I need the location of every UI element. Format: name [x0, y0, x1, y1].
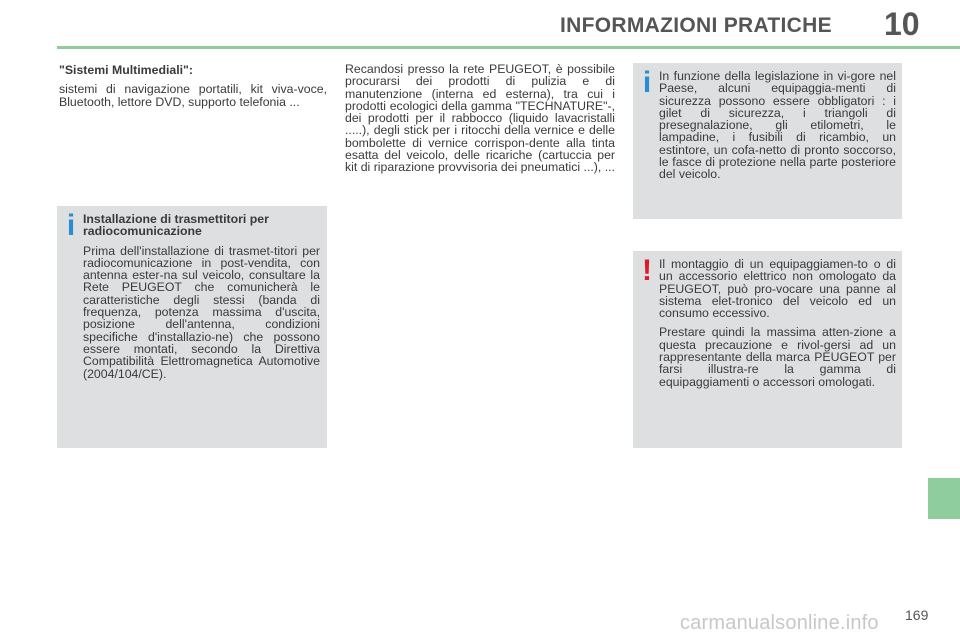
- products-text: Recandosi presso la rete PEUGEOT, è possibile procurarsi dei prodotti di pulizia e di manutenzione (interna ed esterna), tra cui i prodotti ecologici della gamma "TECHNATURE"-, dei prodotti per il rabbocco (liquido lavacristalli .....), degli stick per i ritocchi della vernice e delle bombolette di vernice corrispon-dente alla tinta esatta del veicolo, delle ricariche (cartuccia per kit di riparazione provvisoria dei pneumatici ...), ...: [345, 62, 615, 175]
- legislation-info-box: [633, 63, 902, 219]
- accessory-warning-box: [633, 251, 902, 448]
- legislation-info-content: [659, 70, 896, 188]
- accessory-warning-content: [659, 258, 896, 395]
- page-number: 169: [905, 607, 929, 623]
- chapter-tab-marker: [928, 478, 960, 519]
- legislation-info-text: In funzione della legislazione in vi-gore nel Paese, alcuni equipaggia-menti di sicurezza possono essere obbligatori : i gilet di sicurezza, i triangoli di presegnalazione, gli etilometri, le lampadine, i fusibili di ricambio, un estintore, un cofa-netto di pronto soccorso, le fasce di protezione nella parte posteriore del veicolo.: [659, 69, 896, 182]
- accessory-warning-text-1: Il montaggio di un equipaggiamen-to o di un accessorio elettrico non omologato da PEUGEOT, può pro-vocare una panne al sistema elet-tronico del veicolo ed un consumo eccessivo.: [659, 257, 896, 321]
- info-icon: i: [66, 209, 76, 242]
- multimedia-section: [59, 64, 327, 115]
- accessory-warning-text-2: Prestare quindi la massima atten-zione a questa precauzione e rivol-gersi ad un rappresentante della marca PEUGEOT per farsi illustra-re la gamma di equipaggiamenti o accessori omologati.: [659, 325, 896, 389]
- info-icon: i: [642, 66, 652, 99]
- transmitter-info-box: [57, 206, 327, 448]
- header-divider: [57, 46, 960, 49]
- transmitter-info-text: Prima dell'installazione di trasmet-titori per radiocomunicazione in post-vendita, con antenna ester-na sul veicolo, consultare la Rete PEUGEOT che comunicherà le caratteristiche degli stessi (banda di frequenza, potenza massima d'uscita, posizione dell'antenna, condizioni specifiche d'installazio-ne) che possono essere montati, secondo la Direttiva Compatibilità Elettromagnetica Automotive (2004/104/CE).: [83, 243, 320, 381]
- multimedia-text: sistemi di navigazione portatili, kit viva-voce, Bluetooth, lettore DVD, supporto telefonia ...: [59, 82, 327, 109]
- watermark: carmanualsonline.info: [680, 612, 879, 634]
- transmitter-info-content: [83, 213, 320, 387]
- products-section: [345, 63, 615, 181]
- transmitter-info-title: Installazione di trasmettitori per radiocomunicazione: [83, 212, 269, 239]
- warning-icon: !: [642, 254, 652, 287]
- page-title: INFORMAZIONI PRATICHE: [560, 14, 832, 37]
- multimedia-heading: "Sistemi Multimediali":: [59, 63, 193, 77]
- chapter-number: 10: [884, 6, 920, 42]
